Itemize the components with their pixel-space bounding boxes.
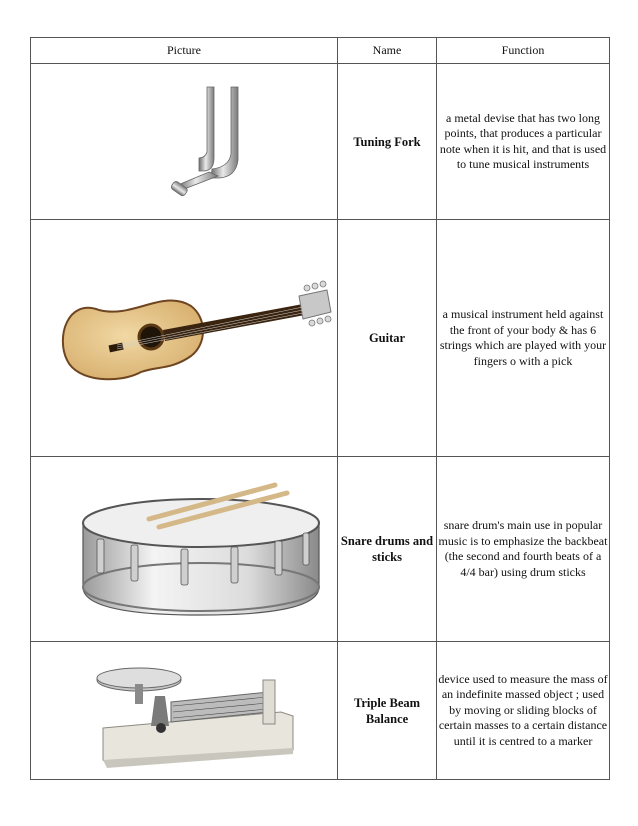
header-picture: Picture xyxy=(31,38,338,64)
header-row xyxy=(31,38,610,64)
table-row xyxy=(31,642,610,780)
item-name: Tuning Fork xyxy=(338,64,437,220)
guitar-image xyxy=(31,220,338,456)
picture-cell xyxy=(31,220,338,457)
item-function: snare drum's main use in popular music is to emphasize the backbeat (the second and fourth beats of a 4/4 bar) using drum sticks xyxy=(437,457,610,642)
tuning-fork-image xyxy=(31,64,338,219)
header-function: Function xyxy=(437,38,610,64)
item-name: Guitar xyxy=(338,220,437,457)
item-name: Snare drums and sticks xyxy=(338,457,437,642)
item-function: a musical instrument held against the front of your body & has 6 strings which are played with your fingers o with a pick xyxy=(437,220,610,457)
picture-cell xyxy=(31,64,338,220)
picture-cell xyxy=(31,642,338,780)
picture-cell xyxy=(31,457,338,642)
table-row xyxy=(31,457,610,642)
instruments-table xyxy=(30,37,610,780)
header-name: Name xyxy=(338,38,437,64)
snare-drum-image xyxy=(31,457,338,641)
table-row xyxy=(31,220,610,457)
item-name: Triple Beam Balance xyxy=(338,642,437,780)
table-row xyxy=(31,64,610,220)
triple-beam-balance-image xyxy=(31,642,338,779)
item-function: a metal devise that has two long points, that produces a particular note when it is hit, and that is used to tune musical instruments xyxy=(437,64,610,220)
item-function: device used to measure the mass of an indefinite massed object ; used by moving or sliding blocks of certain masses to a certain distance until it is centred to a marker xyxy=(437,642,610,780)
